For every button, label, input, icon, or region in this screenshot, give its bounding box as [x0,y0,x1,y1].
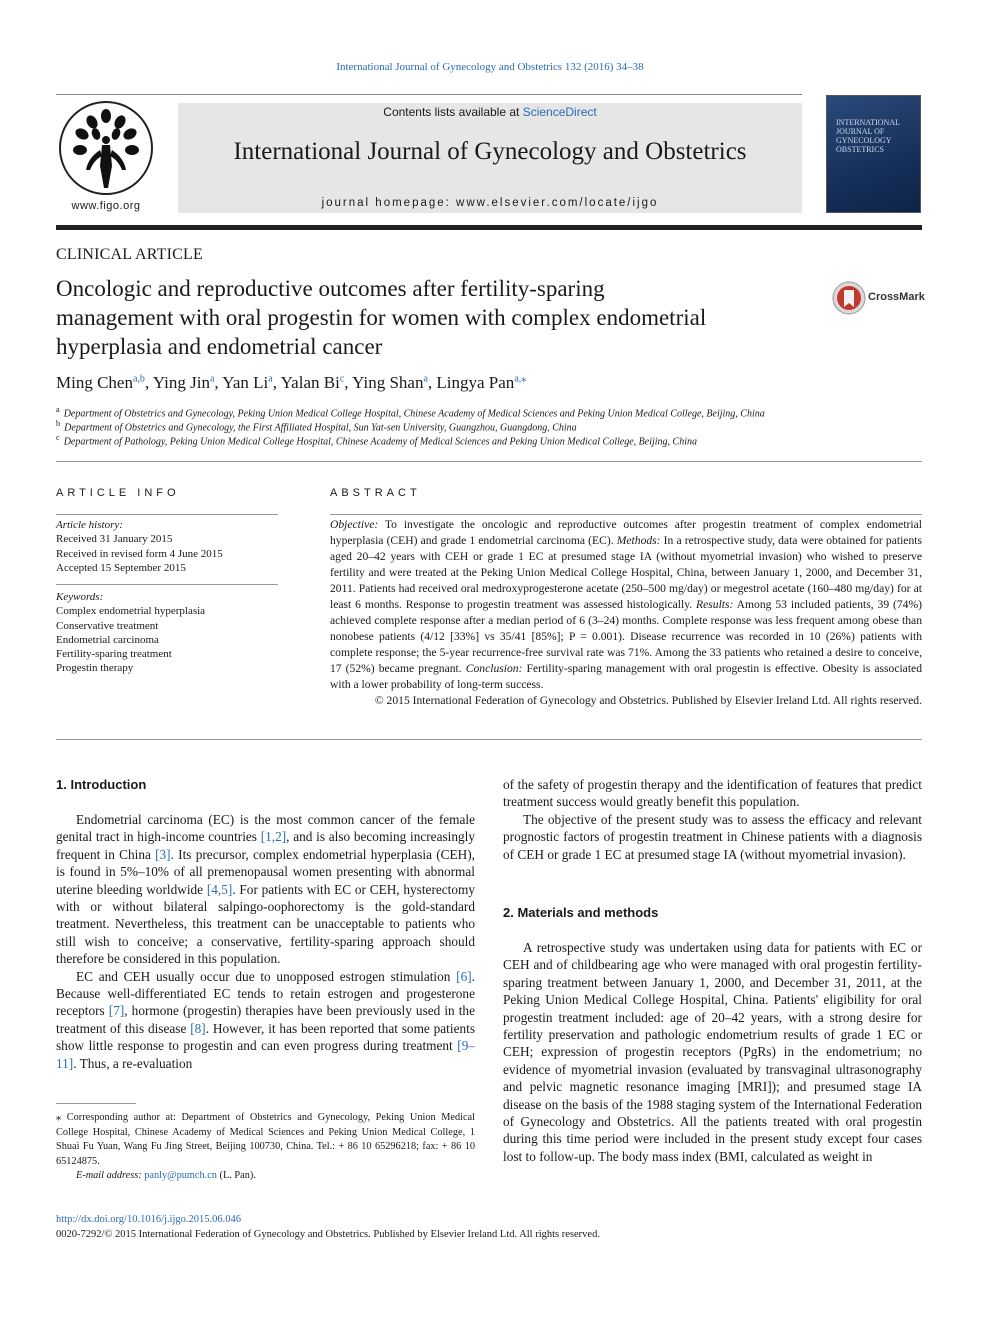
keyword: Progestin therapy [56,662,134,675]
author-name[interactable]: Yalan Bi [280,373,340,392]
email-link[interactable]: panly@pumch.cn [144,1170,217,1181]
divider [56,739,922,740]
header-rule [56,225,922,230]
history-item: Accepted 15 September 2015 [56,561,186,574]
author-affil[interactable]: a,⁎ [514,373,527,385]
paragraph: The objective of the present study was to assess the efficacy and relevant prognostic factors of progestin treatment in Chinese patients with a diagnosis of CEH or grade 1 EC at presumed stage IA (without myometrial invasion). [503,811,922,862]
citation-link[interactable]: [6] [456,968,472,984]
sciencedirect-link[interactable]: ScienceDirect [522,105,597,119]
article-type: CLINICAL ARTICLE [56,246,203,263]
abstract-copyright: © 2015 International Federation of Gynecology and Obstetrics. Published by Elsevier Ireland Ltd. All rights reserved. [374,694,922,707]
crossmark-label[interactable]: CrossMark [868,291,925,303]
abstract-heading: ABSTRACT [330,487,421,499]
footnote-email [56,1169,475,1184]
methods-text [503,939,922,1165]
citation-link[interactable]: [9–11] [56,1038,475,1071]
author-affil[interactable]: a,b [132,373,145,385]
divider [56,461,922,462]
keywords [56,590,205,676]
history-label: Article history: [56,519,123,531]
history-item: Received in revised form 4 June 2015 [56,547,223,560]
citation-link[interactable]: [8] [190,1020,206,1036]
right-column-top [503,776,922,863]
abstract-body [330,517,922,709]
citation-link[interactable]: [7] [108,1003,125,1019]
affil-key: c [56,433,60,442]
text: , hormone (progestin) therapies have been previously used in the treatment of this disease [56,1003,475,1036]
citation-link[interactable]: [1,2] [260,829,287,845]
paragraph [56,811,475,968]
article-info-heading: ARTICLE INFO [56,487,180,499]
author-name[interactable]: Ying Jin [152,373,210,392]
affiliation [56,433,697,447]
crossmark-icon [832,281,866,315]
text: EC and CEH usually occur due to unopposed estrogen stimulation [76,968,457,984]
text: , and is also becoming increasingly frequent in China [56,829,475,862]
figo-logo [56,100,156,216]
masthead-rule [56,94,802,95]
article-history [56,518,223,575]
abstract-label: Results: [696,598,734,611]
affiliation [56,405,765,419]
abstract-label: Methods: [616,534,661,547]
cover-title: INTERNATIONAL JOURNAL OF GYNECOLOGY OBSTETRICS [836,118,900,154]
title-line: Oncologic and reproductive outcomes after fertility-sparing [56,276,605,301]
paragraph: A retrospective study was undertaken using data for patients with EC or CEH and of childbearing age who were managed with oral progestin fertility-sparing treatment between January 1, 2000, and December 31, 2011, at the Peking Union Medical College Hospital, China. Patients' eligibility for oral progestin treatment included: age of 20–42 years, with a strong desire for fertility preservation and pathologic endometrium results of grade 1 EC or CEH; expression of progestin receptors (PgRs) in the endometrium; no evidence of myometrial invasion (evaluated by transvaginal ultrasonography and pelvic magnetic resonance imaging [MRI]); and presumed stage IA disease on the basis of the 1988 staging system of the International Federation of Gynecology and Obstetrics. All the patients treated with oral progestin during this time period were included in the present study except four cases lost to follow-up. The body mass index (BMI, calculated as weight in [503,940,922,1164]
keyword: Endometrial carcinoma [56,633,159,646]
history-item: Received 31 January 2015 [56,533,173,546]
footnote-rule [56,1103,136,1104]
keywords-label: Keywords: [56,591,104,603]
author-affil[interactable]: a [209,373,215,385]
journal-title: International Journal of Gynecology and Obstetrics [233,138,747,165]
author-name[interactable]: Yan Li [222,373,269,392]
text: Endometrial carcinoma (EC) is the most common cancer of the female genital tract in high-income countries [56,812,475,845]
text: . Because well-differentiated EC tends to retain estrogen and progesterone receptors [56,968,475,1019]
keyword: Complex endometrial hyperplasia [56,605,206,618]
email-label: E-mail address: [76,1170,142,1181]
title-line: management with oral progestin for women with complex endometrial [56,305,707,330]
abstract-results: Among 53 included patients, 39 (74%) achieved complete response after a median period of 6 (3–24) months. Complete response was less frequent among obese than nonobese patients (4/12 [33%] vs 35/41 [85%]; P = 0.001). Disease recurrence was recorded in 10 (26%) patients with complete response; the 5-year recurrence-free survival rate was 71%. Among the 33 patients who retained a desire to conceive, 17 (52%) became pregnant. [330,598,922,675]
author-sep: , [344,373,353,392]
affil-key: b [56,419,61,428]
abstract-objective: To investigate the oncologic and reproductive outcomes after progestin treatment of complex endometrial hyperplasia (CEH) and grade 1 endometrial carcinoma (EC). [330,518,922,547]
author-sep: , [427,373,437,392]
introduction-text [56,811,475,1072]
author-sep: , [272,373,281,392]
journal-homepage[interactable]: journal homepage: www.elsevier.com/locate/ijgo [321,197,659,209]
author-list [56,373,526,393]
affil-text: Department of Pathology, Peking Union Medical College Hospital, Chinese Academy of Medical Sciences and Peking Union Medical College, Beijing, China [63,436,697,448]
citation-link[interactable]: [3] [155,846,171,862]
keyword: Conservative treatment [56,619,159,632]
affil-key: a [56,405,60,414]
contents-line [178,105,802,119]
section-heading: 2. Materials and methods [503,905,659,920]
article-title [56,274,796,361]
keyword: Fertility-sparing treatment [56,648,172,661]
paragraph [56,968,475,1072]
footnote-text: ⁎ Corresponding author at: Department of Obstetrics and Gynecology, Peking Union Medical College Hospital, Chinese Academy of Medical Sciences and Peking Union Medical College, 1 Shuai Fu Yuan, Wang Fu Jing Street, Beijing 100730, China. Tel.: + 86 10 65296218; fax: + 86 10 65124875. [56,1112,475,1167]
abstract-methods: In a retrospective study, data were obtained for patients aged 20–42 years with CEH or grade 1 EC at presumed stage IA (without myometrial invasion) who wished to preserve fertility and were treated at the Peking Union Medical College Hospital, China, between January 1, 2000, and December 31, 2011. Patients had received oral medroxyprogesterone acetate (250–500 mg/day) or megestrol acetate (160–480 mg/day) for at least 6 months. Response to progestin treatment was assessed histologically. [330,534,922,611]
text: . Its precursor, complex endometrial hyperplasia (CEH), is found in 5%–10% of all premenopausal women presenting with abnormal uterine bleeding worldwide [56,846,475,897]
author-affil[interactable]: a [423,373,428,385]
abstract-label: Conclusion: [465,662,523,675]
journal-citation[interactable]: International Journal of Gynecology and Obstetrics 132 (2016) 34–38 [336,61,644,73]
footnote [56,1111,475,1184]
divider [56,514,278,515]
abstract-label: Objective: [330,518,379,531]
figo-url[interactable]: www.figo.org [71,200,141,212]
paragraph: of the safety of progestin therapy and the identification of features that predict treatment success would greatly benefit this population. [503,777,922,810]
journal-cover[interactable] [826,95,921,213]
abstract-conclusion: Fertility-sparing management with oral progestin is effective. Obesity is associated with a lower probability of long-term success. [330,662,922,691]
text: . However, it has been reported that some patients show little response to progestin and can even progress during treatment [56,1020,475,1054]
section-heading: 1. Introduction [56,777,147,792]
affil-text: Department of Obstetrics and Gynecology, Peking Union Medical College Hospital, Chinese Academy of Medical Sciences and Peking Union Medical College, Beijing, China [63,408,765,420]
author-sep: , [214,373,223,392]
author-name[interactable]: Ying Shan [352,373,424,392]
divider [56,584,278,585]
affiliation [56,419,577,433]
author-sep: , [144,373,153,392]
affil-text: Department of Obstetrics and Gynecology, the First Affiliated Hospital, Sun Yat-sen University, Guangzhou, Guangdong, China [64,422,577,434]
author-affil[interactable]: c [339,373,345,385]
doi-link[interactable]: http://dx.doi.org/10.1016/j.ijgo.2015.06.046 [56,1214,242,1225]
title-line: hyperplasia and endometrial cancer [56,334,383,359]
contents-prefix: Contents lists available at [383,105,523,119]
text: . For patients with EC or CEH, hysterectomy with or without bilateral salpingo-oophorectomy is the gold-standard treatment. Nevertheless, this treatment can be unacceptable to patients who still wish to conceive; a conservative, fertility-sparing approach should therefore be considered in this population. [56,881,476,967]
text: . Thus, a re-evaluation [73,1055,193,1071]
issn-line: 0020-7292/© 2015 International Federation of Gynecology and Obstetrics. Published by Elsevier Ireland Ltd. All rights reserved. [56,1229,600,1240]
text: (L. Pan). [216,1170,256,1181]
citation-link[interactable]: [4,5] [206,881,233,897]
divider [330,514,922,515]
author-name[interactable]: Lingya Pan [436,373,515,392]
author-affil[interactable]: a [268,373,273,385]
figo-tree-icon [56,100,156,200]
author-name[interactable]: Ming Chen [56,373,133,392]
